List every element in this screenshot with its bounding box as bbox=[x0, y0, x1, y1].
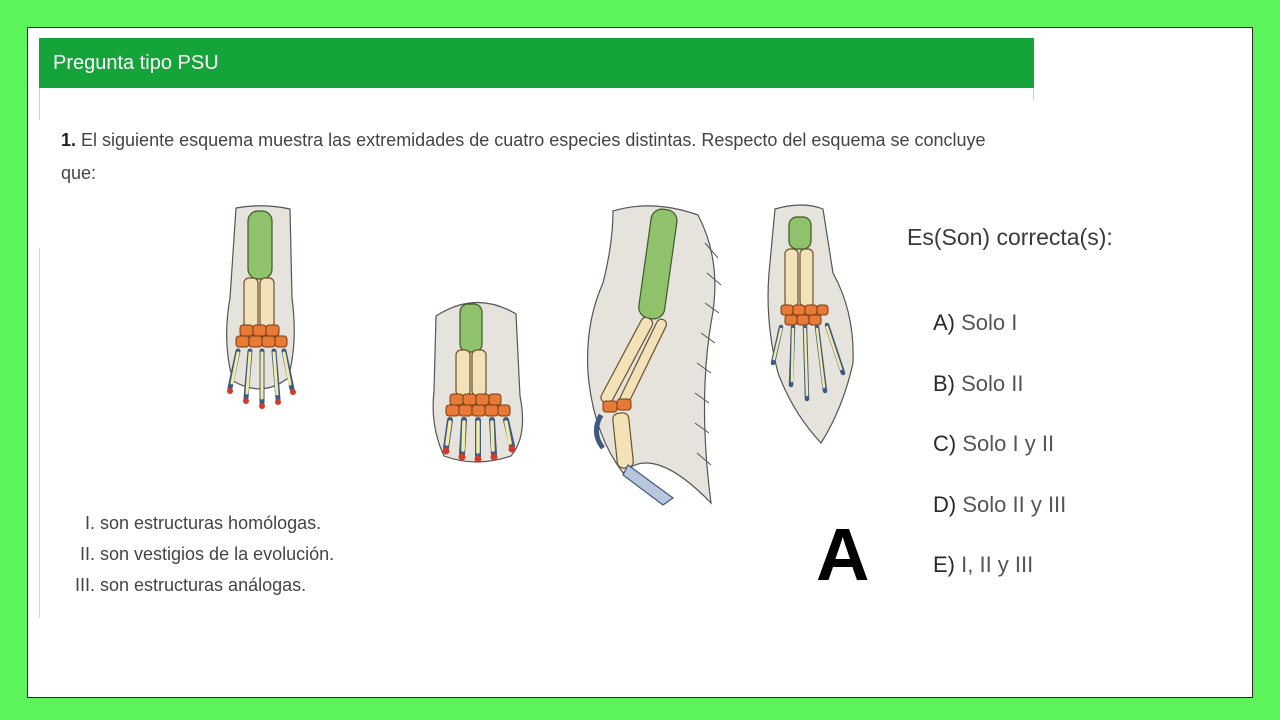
option-c[interactable] bbox=[933, 431, 1066, 492]
statement-text: son estructuras análogas. bbox=[100, 575, 307, 595]
question-number: 1. bbox=[61, 130, 77, 150]
option-text: I, II y III bbox=[961, 552, 1034, 577]
dog-paw-limb bbox=[218, 203, 308, 413]
statement-text: son estructuras homólogas. bbox=[100, 513, 322, 533]
panel-header bbox=[39, 38, 1034, 88]
statement-number: I. bbox=[84, 513, 95, 533]
bird-wing-limb bbox=[583, 203, 733, 513]
statements-list bbox=[68, 508, 334, 601]
option-d[interactable] bbox=[933, 492, 1066, 553]
question-text bbox=[61, 124, 1011, 190]
panel-border-left-lower bbox=[39, 248, 40, 618]
option-letter: D) bbox=[933, 491, 957, 517]
statement-item bbox=[68, 570, 334, 601]
correct-prompt: Es(Son) correcta(s): bbox=[907, 224, 1113, 250]
option-letter: C) bbox=[933, 431, 957, 456]
panel-title: Pregunta tipo PSU bbox=[53, 51, 219, 74]
option-letter: E) bbox=[933, 552, 955, 577]
statement-item bbox=[68, 539, 334, 570]
question-body: El siguiente esquema muestra las extremidades de cuatro especies distintas. Respecto del esquema se concluye que: bbox=[61, 130, 986, 183]
option-text: Solo II y III bbox=[962, 491, 1067, 517]
option-a[interactable] bbox=[933, 310, 1066, 371]
option-e[interactable] bbox=[933, 552, 1066, 613]
statement-text: son vestigios de la evolución. bbox=[100, 544, 335, 564]
option-text: Solo I bbox=[961, 310, 1018, 335]
option-letter: B) bbox=[933, 370, 955, 396]
statement-item bbox=[68, 508, 334, 539]
mole-limb bbox=[763, 203, 858, 448]
slide-card bbox=[27, 27, 1253, 698]
panel-border-left bbox=[39, 88, 40, 120]
option-b[interactable] bbox=[933, 371, 1066, 432]
option-text: Solo II bbox=[961, 370, 1024, 396]
option-letter: A) bbox=[933, 310, 955, 335]
cat-paw-limb bbox=[426, 296, 531, 466]
option-text: Solo I y II bbox=[962, 431, 1055, 456]
panel-border-right bbox=[1033, 88, 1034, 100]
statement-number: III. bbox=[74, 575, 95, 595]
answer-letter: A bbox=[816, 513, 870, 596]
options-list bbox=[933, 310, 1066, 613]
statement-number: II. bbox=[79, 544, 95, 564]
